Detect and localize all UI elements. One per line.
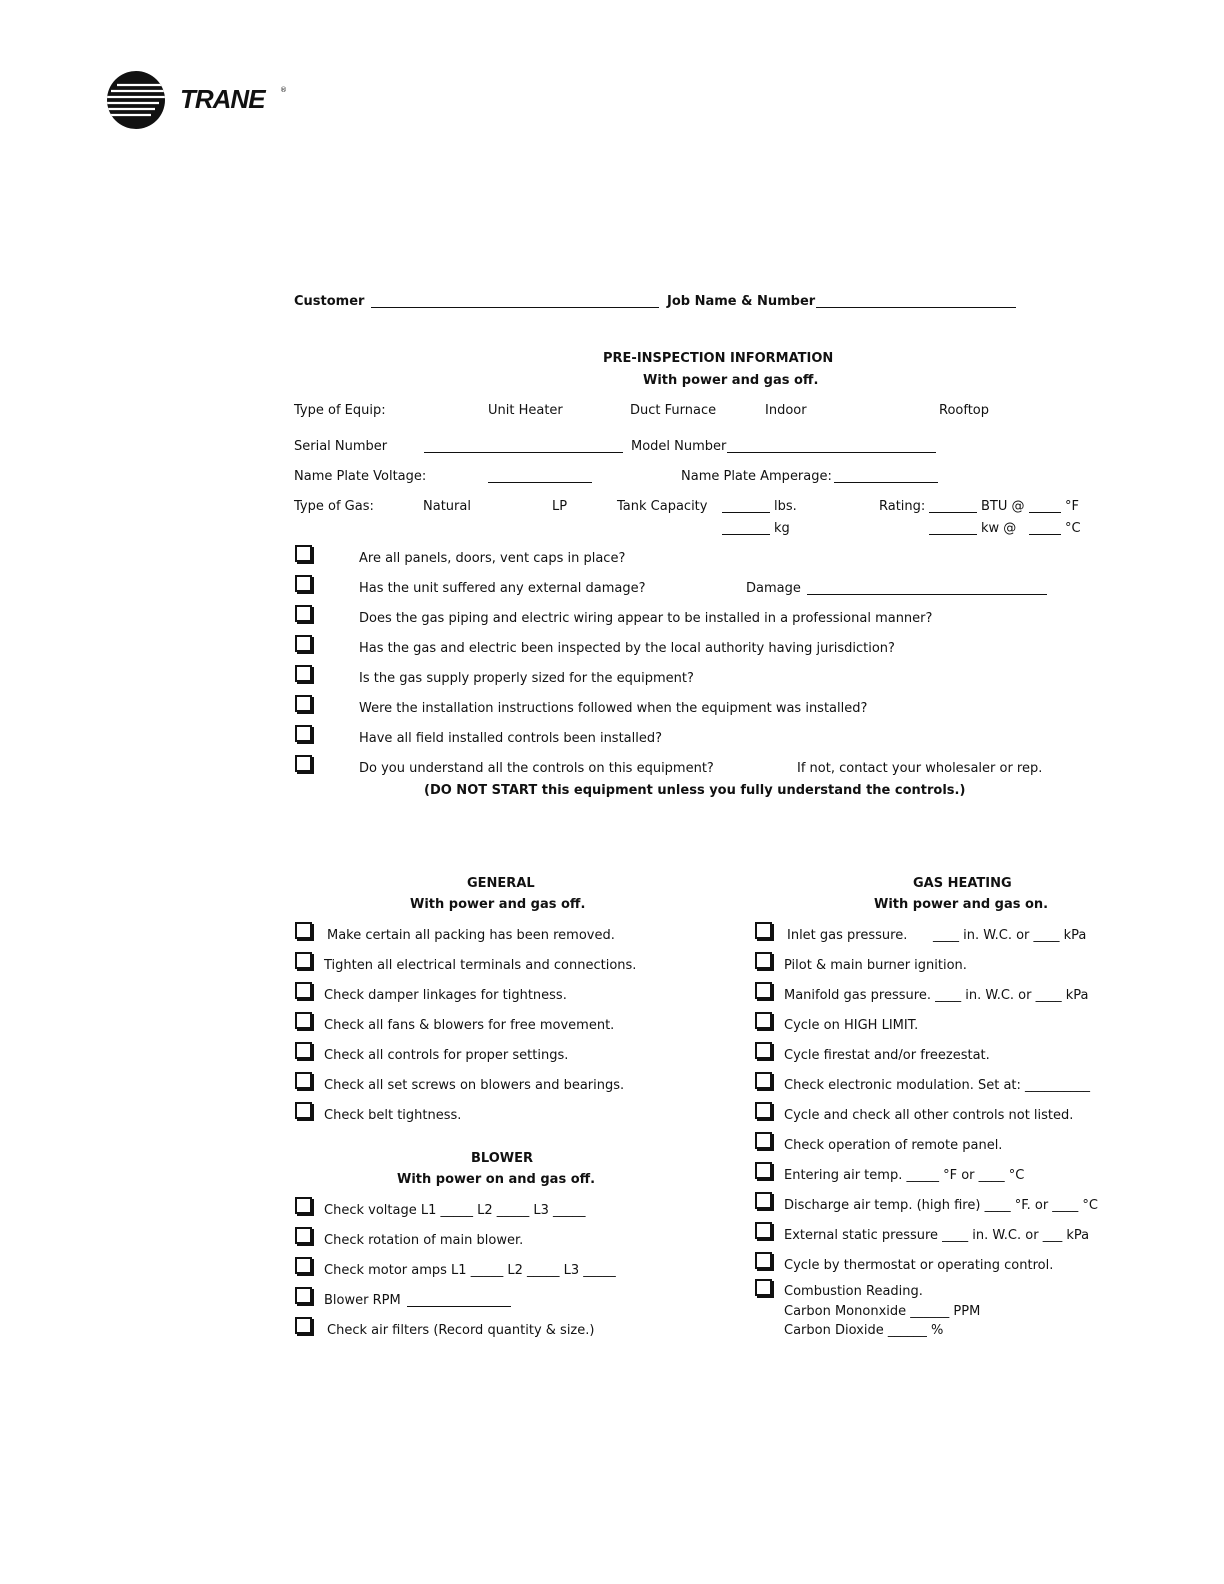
checkbox[interactable] xyxy=(755,1192,772,1209)
gas-static: External static pressure ____ in. W.C. or ___ kPa xyxy=(784,1228,1090,1243)
checkbox[interactable] xyxy=(755,982,772,999)
equip-option[interactable]: Indoor xyxy=(765,403,807,418)
tank-label: Tank Capacity xyxy=(617,499,708,514)
checkbox[interactable] xyxy=(295,1042,312,1059)
question: Have all field installed controls been installed? xyxy=(359,731,663,746)
voltage-field[interactable] xyxy=(488,482,592,483)
registered-mark: ® xyxy=(280,86,287,94)
gas-co: Carbon Mononxide ______ PPM xyxy=(784,1304,981,1319)
degf-unit: °F xyxy=(1065,499,1079,514)
tank-lbs-field[interactable] xyxy=(722,512,770,513)
serial-field[interactable] xyxy=(424,452,623,453)
blower-voltage: Check voltage L1 _____ L2 _____ L3 _____ xyxy=(324,1203,586,1218)
rating-btu-field[interactable] xyxy=(929,512,977,513)
blower-rotation: Check rotation of main blower. xyxy=(324,1233,524,1248)
checkbox[interactable] xyxy=(295,575,312,592)
checkbox[interactable] xyxy=(755,922,772,939)
degc-unit: °C xyxy=(1065,521,1081,536)
blower-amps: Check motor amps L1 _____ L2 _____ L3 _____ xyxy=(324,1263,616,1278)
contact-note: If not, contact your wholesaler or rep. xyxy=(797,761,1043,776)
damage-label: Damage xyxy=(746,581,801,596)
checkbox[interactable] xyxy=(295,982,312,999)
customer-field[interactable] xyxy=(371,307,659,308)
voltage-label: Name Plate Voltage: xyxy=(294,469,427,484)
job-label: Job Name & Number xyxy=(667,294,816,309)
gas-option[interactable]: Natural xyxy=(423,499,471,514)
amperage-label: Name Plate Amperage: xyxy=(681,469,832,484)
checkbox[interactable] xyxy=(295,605,312,622)
equip-option[interactable]: Rooftop xyxy=(939,403,990,418)
rating-kw-field[interactable] xyxy=(929,534,977,535)
checkbox[interactable] xyxy=(755,952,772,969)
question: Does the gas piping and electric wiring appear to be installed in a professional manner? xyxy=(359,611,933,626)
job-field[interactable] xyxy=(816,307,1016,308)
checkbox[interactable] xyxy=(755,1012,772,1029)
blower-filters: Check air filters (Record quantity & size.) xyxy=(327,1323,595,1338)
general-item: Make certain all packing has been removed. xyxy=(327,928,615,943)
rpm-field[interactable] xyxy=(407,1306,511,1307)
general-item: Check damper linkages for tightness. xyxy=(324,988,567,1003)
checkbox[interactable] xyxy=(295,1072,312,1089)
gas-thermostat: Cycle by thermostat or operating control. xyxy=(784,1258,1054,1273)
general-item: Tighten all electrical terminals and connections. xyxy=(324,958,637,973)
checkbox[interactable] xyxy=(295,635,312,652)
btu-unit: BTU @ xyxy=(981,499,1025,514)
checkbox[interactable] xyxy=(295,1317,312,1334)
checkbox[interactable] xyxy=(755,1162,772,1179)
brand-name: TRANE xyxy=(180,84,265,114)
checkbox[interactable] xyxy=(295,755,312,772)
checkbox[interactable] xyxy=(295,1227,312,1244)
checkbox[interactable] xyxy=(295,545,312,562)
general-title: GENERAL xyxy=(467,876,535,891)
gas-label: Type of Gas: xyxy=(294,499,374,514)
checkbox[interactable] xyxy=(755,1222,772,1239)
general-item: Check belt tightness. xyxy=(324,1108,462,1123)
tank-kg-field[interactable] xyxy=(722,534,770,535)
general-item: Check all fans & blowers for free movement. xyxy=(324,1018,615,1033)
gas-co2: Carbon Dioxide ______ % xyxy=(784,1323,944,1338)
kw-unit: kw @ xyxy=(981,521,1017,536)
checkbox[interactable] xyxy=(755,1102,772,1119)
rating-c-field[interactable] xyxy=(1029,534,1061,535)
general-item: Check all set screws on blowers and bearings. xyxy=(324,1078,625,1093)
checkbox[interactable] xyxy=(295,1012,312,1029)
rating-label: Rating: xyxy=(879,499,926,514)
equip-option[interactable]: Duct Furnace xyxy=(630,403,717,418)
checkbox[interactable] xyxy=(755,1072,772,1089)
warning: (DO NOT START this equipment unless you fully understand the controls.) xyxy=(424,783,966,798)
question: Has the unit suffered any external damage? xyxy=(359,581,646,596)
model-label: Model Number xyxy=(631,439,727,454)
question: Do you understand all the controls on this equipment? xyxy=(359,761,714,776)
blower-rpm: Blower RPM xyxy=(324,1293,401,1308)
checkbox[interactable] xyxy=(295,695,312,712)
blower-subtitle: With power on and gas off. xyxy=(397,1172,596,1187)
checkbox[interactable] xyxy=(755,1132,772,1149)
rating-f-field[interactable] xyxy=(1029,512,1061,513)
gas-entering: Entering air temp. _____ °F or ____ °C xyxy=(784,1168,1025,1183)
equip-label: Type of Equip: xyxy=(294,403,386,418)
gas-firestat: Cycle firestat and/or freezestat. xyxy=(784,1048,990,1063)
question: Is the gas supply properly sized for the equipment? xyxy=(359,671,694,686)
damage-field[interactable] xyxy=(807,594,1047,595)
checkbox[interactable] xyxy=(295,725,312,742)
question: Has the gas and electric been inspected by the local authority having jurisdiction? xyxy=(359,641,895,656)
trane-logo-icon xyxy=(107,71,165,129)
general-subtitle: With power and gas off. xyxy=(410,897,586,912)
gas-modulation: Check electronic modulation. Set at: __________ xyxy=(784,1078,1091,1093)
gas-title: GAS HEATING xyxy=(913,876,1012,891)
checkbox[interactable] xyxy=(755,1279,772,1296)
question: Were the installation instructions followed when the equipment was installed? xyxy=(359,701,868,716)
serial-label: Serial Number xyxy=(294,439,388,454)
gas-combustion: Combustion Reading. xyxy=(784,1284,923,1299)
gas-manifold: Manifold gas pressure. ____ in. W.C. or ____ kPa xyxy=(784,988,1089,1003)
gas-high-limit: Cycle on HIGH LIMIT. xyxy=(784,1018,919,1033)
checkbox[interactable] xyxy=(295,665,312,682)
gas-pilot: Pilot & main burner ignition. xyxy=(784,958,967,973)
kg-unit: kg xyxy=(774,521,790,536)
pre-title: PRE-INSPECTION INFORMATION xyxy=(603,351,834,366)
gas-other: Cycle and check all other controls not listed. xyxy=(784,1108,1074,1123)
checkbox[interactable] xyxy=(295,1257,312,1274)
gas-subtitle: With power and gas on. xyxy=(874,897,1049,912)
checkbox[interactable] xyxy=(755,1252,772,1269)
checkbox[interactable] xyxy=(755,1042,772,1059)
checkbox[interactable] xyxy=(295,922,312,939)
model-field[interactable] xyxy=(727,452,936,453)
lbs-unit: lbs. xyxy=(774,499,797,514)
gas-discharge: Discharge air temp. (high fire) ____ °F. or ____ °C xyxy=(784,1198,1098,1213)
question: Are all panels, doors, vent caps in place? xyxy=(359,551,626,566)
checkbox[interactable] xyxy=(295,952,312,969)
pre-subtitle: With power and gas off. xyxy=(643,373,819,388)
checkbox[interactable] xyxy=(295,1287,312,1304)
gas-remote: Check operation of remote panel. xyxy=(784,1138,1003,1153)
customer-label: Customer xyxy=(294,294,365,309)
gas-inlet: Inlet gas pressure. xyxy=(787,928,908,943)
blower-title: BLOWER xyxy=(471,1151,534,1166)
checkbox[interactable] xyxy=(295,1102,312,1119)
general-item: Check all controls for proper settings. xyxy=(324,1048,569,1063)
equip-option[interactable]: Unit Heater xyxy=(488,403,563,418)
amperage-field[interactable] xyxy=(834,482,938,483)
gas-inlet-units: ____ in. W.C. or ____ kPa xyxy=(933,928,1087,943)
checkbox[interactable] xyxy=(295,1197,312,1214)
gas-option[interactable]: LP xyxy=(552,499,568,514)
